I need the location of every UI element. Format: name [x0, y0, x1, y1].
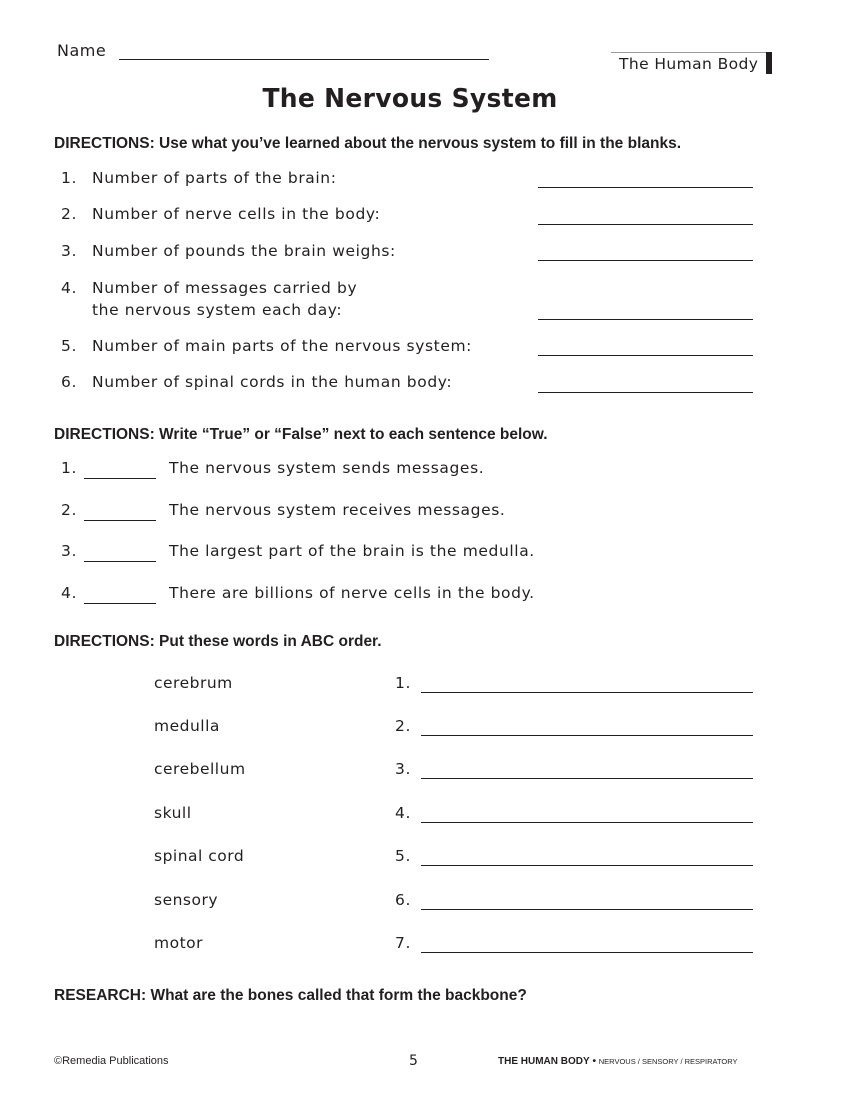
name-label: Name — [57, 41, 107, 60]
abc-blank[interactable] — [421, 692, 753, 693]
tf-number: 3. — [61, 542, 77, 560]
question-number: 1. — [61, 169, 77, 187]
topic-rule — [611, 52, 766, 53]
abc-number: 5. — [395, 847, 411, 865]
question-number: 3. — [61, 242, 77, 260]
bullet: • — [592, 1056, 596, 1067]
tf-blank[interactable] — [84, 603, 156, 604]
abc-word: medulla — [154, 717, 220, 735]
name-field[interactable] — [119, 59, 489, 60]
abc-number: 1. — [395, 674, 411, 692]
answer-blank[interactable] — [538, 187, 753, 188]
question-text: Number of spinal cords in the human body: — [92, 373, 453, 391]
research-question: RESEARCH: What are the bones called that form the backbone? — [54, 987, 527, 1004]
page-title: The Nervous System — [262, 83, 558, 114]
abc-number: 6. — [395, 891, 411, 909]
question-text-line2: the nervous system each day: — [92, 301, 343, 319]
question-text: Number of main parts of the nervous system: — [92, 337, 473, 355]
abc-blank[interactable] — [421, 909, 753, 910]
abc-blank[interactable] — [421, 865, 753, 866]
tf-blank[interactable] — [84, 561, 156, 562]
tf-blank[interactable] — [84, 478, 156, 479]
abc-word: skull — [154, 804, 192, 822]
abc-word: motor — [154, 934, 204, 952]
book-title-main: THE HUMAN BODY — [498, 1056, 590, 1067]
abc-number: 3. — [395, 760, 411, 778]
answer-blank[interactable] — [538, 319, 753, 320]
tf-number: 4. — [61, 584, 77, 602]
tf-number: 2. — [61, 501, 77, 519]
tf-statement: There are billions of nerve cells in the body. — [169, 584, 535, 602]
publisher-credit: ©Remedia Publications — [54, 1055, 169, 1067]
question-text: Number of nerve cells in the body: — [92, 205, 381, 223]
tf-blank[interactable] — [84, 520, 156, 521]
directions-abc-order: DIRECTIONS: Put these words in ABC order. — [54, 633, 382, 650]
tf-statement: The nervous system sends messages. — [169, 459, 485, 477]
book-subtitle: NERVOUS / SENSORY / RESPIRATORY — [598, 1057, 738, 1066]
question-number: 2. — [61, 205, 77, 223]
abc-blank[interactable] — [421, 952, 753, 953]
topic-label: The Human Body — [619, 55, 759, 73]
question-text: Number of pounds the brain weighs: — [92, 242, 396, 260]
topic-bar — [766, 52, 772, 74]
abc-word: cerebrum — [154, 674, 233, 692]
abc-word: cerebellum — [154, 760, 246, 778]
directions-fill-blanks: DIRECTIONS: Use what you’ve learned about the nervous system to fill in the blanks. — [54, 135, 682, 152]
answer-blank[interactable] — [538, 224, 753, 225]
abc-word: spinal cord — [154, 847, 245, 865]
abc-number: 7. — [395, 934, 411, 952]
abc-number: 4. — [395, 804, 411, 822]
tf-statement: The largest part of the brain is the medulla. — [169, 542, 535, 560]
question-text: Number of parts of the brain: — [92, 169, 337, 187]
question-text-line1: Number of messages carried by — [92, 279, 358, 297]
book-title — [498, 1056, 738, 1067]
tf-statement: The nervous system receives messages. — [169, 501, 506, 519]
question-number: 5. — [61, 337, 77, 355]
page-number: 5 — [409, 1053, 418, 1069]
answer-blank[interactable] — [538, 260, 753, 261]
answer-blank[interactable] — [538, 355, 753, 356]
answer-blank[interactable] — [538, 392, 753, 393]
directions-true-false: DIRECTIONS: Write “True” or “False” next to each sentence below. — [54, 426, 548, 443]
question-number: 4. — [61, 279, 77, 297]
tf-number: 1. — [61, 459, 77, 477]
abc-blank[interactable] — [421, 778, 753, 779]
abc-blank[interactable] — [421, 822, 753, 823]
abc-number: 2. — [395, 717, 411, 735]
abc-word: sensory — [154, 891, 219, 909]
abc-blank[interactable] — [421, 735, 753, 736]
question-number: 6. — [61, 373, 77, 391]
